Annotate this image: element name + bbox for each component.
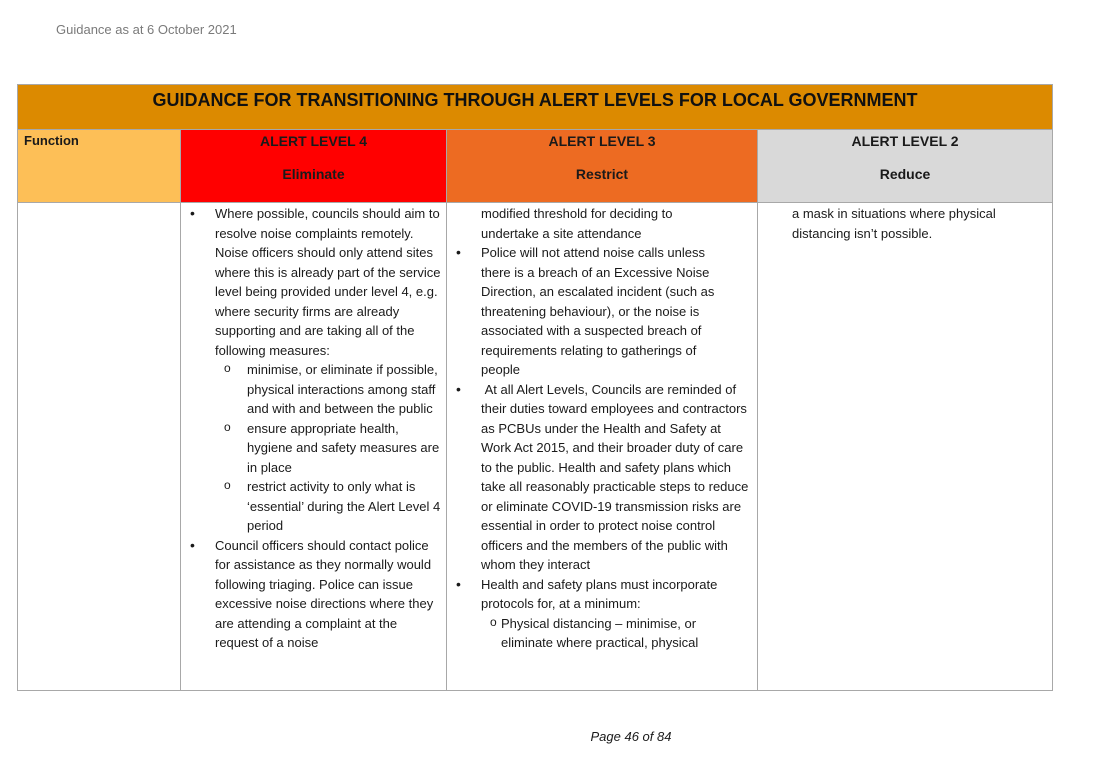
list-item: • Council officers should contact police for assistance as they normally would following triaging. Police can issue excessive noise directions where they are attending a complaint at the request of a noise <box>181 536 442 653</box>
level-3-continued-text: modified threshold for deciding to undertake a site attendance <box>481 206 673 241</box>
page-footer <box>0 729 1116 744</box>
alert-level-2-header <box>758 130 1052 202</box>
list-item: • At all Alert Levels, Councils are reminded of their duties toward employees and contractors as PCBUs under the Health and Safety at Work Act 2015, and their broader duty of care to the public. Health and safety plans which take all reasonably practicable steps to reduce or eliminate COVID-19 transmission risks are essential in order to protect noise control officers and the members of the public with whom they interact <box>447 380 753 575</box>
list-item: • Where possible, councils should aim to resolve noise complaints remotely. Noise officers should only attend sites where this is already part of the service level being provided under level 4, e.g. where security firms are already supporting and are taking all of the following measures: o minimise, or eliminate if possible, physical interactions among staff and with and between the public o ensure appropriate health, hygiene and safety measures are in place o restrict activity to only what is ‘essential’ during the Alert Level 4 period <box>181 204 442 536</box>
level-3-bullet-list <box>447 243 753 653</box>
alert-level-4-header <box>181 130 447 202</box>
table-title-row <box>18 85 1052 130</box>
list-item: • Police will not attend noise calls unless there is a breach of an Excessive Noise Direction, an escalated incident (such as threatening behaviour), or the noise is associated with a suspected breach of requirements relating to gatherings of people <box>447 243 753 380</box>
alert-level-3-label: ALERT LEVEL 3 <box>548 133 656 149</box>
level-3-sub-list <box>481 614 733 653</box>
page-header: Guidance as at 6 October 2021 <box>56 22 237 37</box>
level-4-bullet-list <box>181 204 442 653</box>
alert-level-2-cell <box>758 203 1052 690</box>
alert-level-4-cell <box>181 203 447 690</box>
body-row <box>18 203 1052 690</box>
function-header: Function <box>18 130 181 202</box>
function-cell <box>18 203 181 690</box>
page-number: Page 46 of 84 <box>590 729 672 744</box>
list-item: o Physical distancing – minimise, or eliminate where practical, physical <box>481 614 733 653</box>
alert-level-3-name: Restrict <box>575 166 629 182</box>
list-item: o restrict activity to only what is ‘essential’ during the Alert Level 4 period <box>215 477 442 536</box>
alert-level-2-label: ALERT LEVEL 2 <box>851 133 959 149</box>
guidance-table <box>17 84 1053 691</box>
header-row <box>18 130 1052 203</box>
alert-level-3-cell <box>447 203 758 690</box>
list-item: o ensure appropriate health, hygiene and safety measures are in place <box>215 419 442 478</box>
alert-level-4-name: Eliminate <box>282 166 345 182</box>
list-item: • Health and safety plans must incorporate protocols for, at a minimum: o Physical distancing – minimise, or eliminate where practical, physical <box>447 575 753 653</box>
list-item: o minimise, or eliminate if possible, physical interactions among staff and with and between the public <box>215 360 442 419</box>
level-2-continued-text: a mask in situations where physical distancing isn’t possible. <box>792 206 996 241</box>
alert-level-3-header <box>447 130 758 202</box>
alert-level-2-name: Reduce <box>879 166 931 182</box>
table-title: GUIDANCE FOR TRANSITIONING THROUGH ALERT LEVELS FOR LOCAL GOVERNMENT <box>152 90 918 110</box>
alert-level-4-label: ALERT LEVEL 4 <box>259 133 368 149</box>
level-4-sub-list <box>215 360 442 536</box>
